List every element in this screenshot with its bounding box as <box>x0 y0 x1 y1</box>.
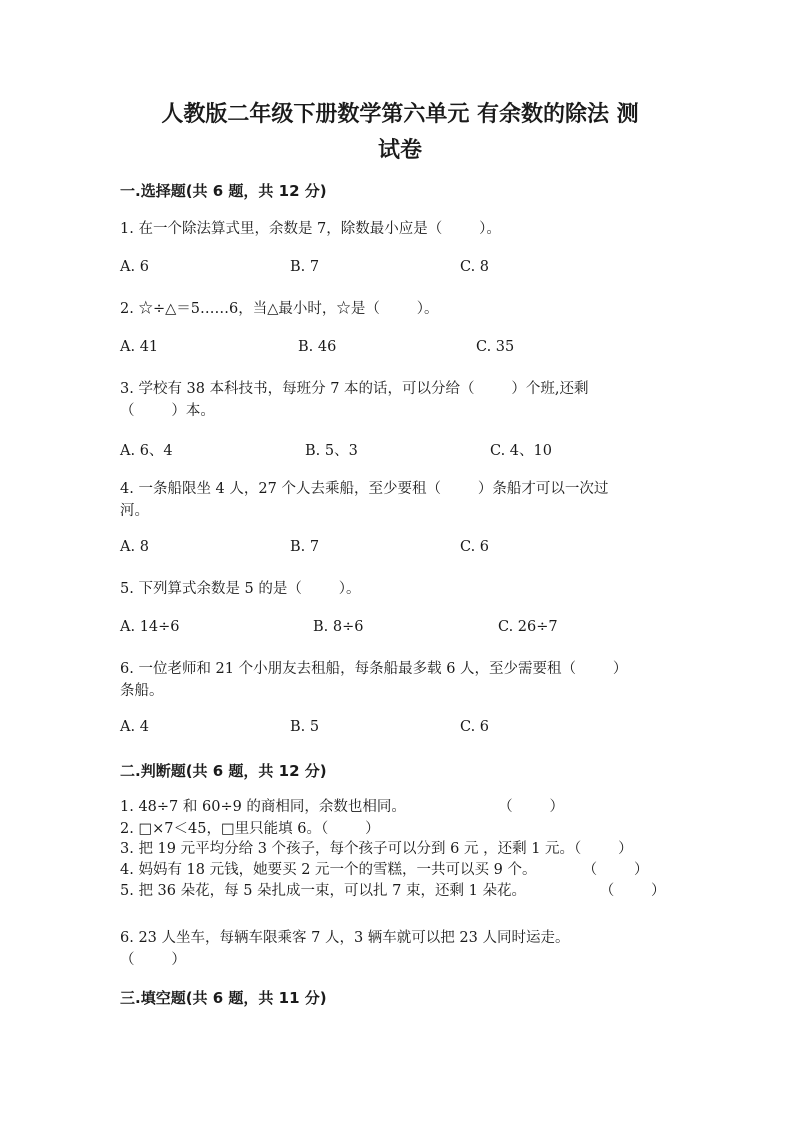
choice-1-option-b: B. 7 <box>290 259 320 275</box>
choice-question-2: 2. ☆÷△＝5……6，当△最小时，☆是（ ）。 <box>120 301 439 317</box>
choice-2-option-b: B. 46 <box>298 339 337 355</box>
judge-item-5: 5. 把 36 朵花，每 5 朵扎成一束，可以扎 7 束，还剩 1 朵花。 （ ） <box>120 883 666 899</box>
choice-question-5: 5. 下列算式余数是 5 的是（ ）。 <box>120 581 361 597</box>
choice-1-option-a: A. 6 <box>120 259 149 275</box>
judge-item-3: 3. 把 19 元平均分给 3 个孩子，每个孩子可以分到 6 元 ，还剩 1 元。（ ） <box>120 841 633 857</box>
choice-question-3: 3. 学校有 38 本科技书，每班分 7 本的话，可以分给（ ）个班,还剩 （ ）本。 <box>120 381 589 419</box>
choice-2-option-c: C. 35 <box>476 339 515 355</box>
judge-item-6: 6. 23 人坐车，每辆车限乘客 7 人，3 辆车就可以把 23 人同时运走。 （ ） <box>120 930 570 968</box>
choice-question-1: 1. 在一个除法算式里，余数是 7，除数最小应是（ ）。 <box>120 221 501 237</box>
section-heading-choice: 一.选择题(共 6 题，共 12 分) <box>120 182 327 200</box>
choice-6-option-b: B. 5 <box>290 719 320 735</box>
choice-5-option-b: B. 8÷6 <box>313 619 364 635</box>
choice-4-option-c: C. 6 <box>460 539 490 555</box>
judge-item-1: 1. 48÷7 和 60÷9 的商相同，余数也相同。 （ ） <box>120 799 564 815</box>
choice-6-option-c: C. 6 <box>460 719 490 735</box>
choice-5-option-a: A. 14÷6 <box>120 619 180 635</box>
choice-6-option-a: A. 4 <box>120 719 149 735</box>
choice-3-option-c: C. 4、10 <box>490 443 552 459</box>
judge-item-2: 2. □×7＜45，□里只能填 6。（ ） <box>120 821 380 837</box>
title-line-2: 试卷 <box>377 137 422 163</box>
choice-question-4: 4. 一条船限坐 4 人，27 个人去乘船，至少要租（ ）条船才可以一次过 河。 <box>120 481 609 519</box>
choice-1-option-c: C. 8 <box>460 259 490 275</box>
choice-5-option-c: C. 26÷7 <box>498 619 558 635</box>
choice-question-6: 6. 一位老师和 21 个小朋友去租船，每条船最多载 6 人，至少需要租（ ） 条船。 <box>120 661 628 699</box>
section-heading-judge: 二.判断题(共 6 题，共 12 分) <box>120 762 327 780</box>
choice-4-option-b: B. 7 <box>290 539 320 555</box>
page-title <box>120 96 680 168</box>
choice-3-option-b: B. 5、3 <box>305 443 358 459</box>
choice-4-option-a: A. 8 <box>120 539 149 555</box>
choice-3-option-a: A. 6、4 <box>120 443 173 459</box>
section-heading-fill: 三.填空题(共 6 题，共 11 分) <box>120 989 327 1007</box>
choice-2-option-a: A. 41 <box>120 339 159 355</box>
judge-item-4: 4. 妈妈有 18 元钱，她要买 2 元一个的雪糕，一共可以买 9 个。 （ ） <box>120 862 649 878</box>
title-line-1: 人教版二年级下册数学第六单元 有余数的除法 测 <box>161 101 639 127</box>
